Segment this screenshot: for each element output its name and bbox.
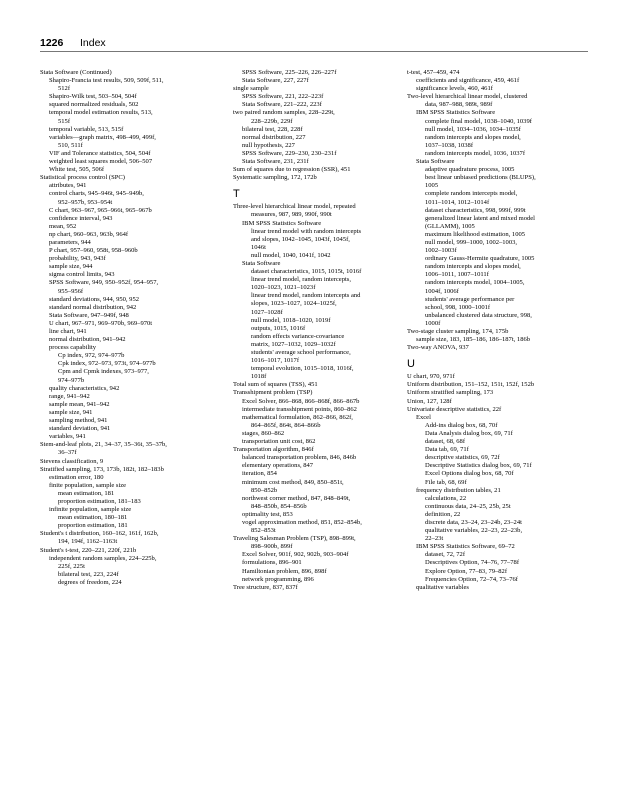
index-subentry: 952–957b, 953–954t [58,198,113,206]
index-subentry: 510, 511f [58,141,83,149]
index-subentry: random intercepts model, 1004–1005, [425,279,525,287]
index-subentry: Cpm and Cpmk indexes, 973–977, [58,368,149,376]
index-subentry: linear trend model, random intercepts, [251,276,351,284]
index-subentry: unbalanced clustered data structure, 998, [425,311,532,319]
index-subentry: random intercepts model, 1036, 1037f [425,149,525,157]
index-subentry: linear trend model with random intercepts [251,227,361,235]
index-subentry: generalized linear latent and mixed model [425,214,535,222]
index-subentry: adaptive quadrature process, 1005 [425,166,515,174]
index-subentry: ordinary Gauss-Hermite quadrature, 1005 [425,255,535,263]
index-subentry: 512f [58,85,71,93]
index-subentry: 1046t [251,243,266,251]
index-entry: Uniform distribution, 151–152, 151t, 152f, 152b [407,381,535,389]
index-subentry: maximum likelihood estimation, 1005 [425,230,526,238]
index-subentry: students' average performance per [425,295,515,303]
index-subentry: null model, 999–1000, 1002–1003, [425,238,518,246]
index-subentry: null hypothesis, 227 [242,141,295,149]
index-subentry: P chart, 957–960, 958t, 958–960b [49,247,138,255]
index-subentry: elementary operations, 847 [242,462,314,470]
index-subentry: Stata Software, 227, 227f [242,77,309,85]
index-subentry: standard deviation, 941 [49,425,111,433]
index-entry: t-test, 457–459, 474 [407,69,460,76]
index-subentry: Excel Solver, 866–868, 866–868f, 866–867b [242,397,360,405]
index-subentry: school, 998, 1000–1001f [425,303,491,311]
index-subentry: coefficients and significance, 459, 461f [416,77,520,85]
index-subentry: dataset, 72, 72f [425,551,465,559]
index-subentry: IBM SPSS Statistics Software [242,219,322,227]
index-subentry: significance levels, 460, 461f [416,85,493,93]
index-subentry: Excel Solver, 901f, 902, 902b, 903–904f [242,551,349,559]
index-subentry: Shapiro-Wilk test, 503–504, 504f [49,93,137,101]
index-entry: Student's t distribution, 160–162, 161f, 162b, [40,530,159,538]
index-subentry: weighted least squares model, 506–507 [49,158,153,166]
index-subentry: random intercepts and slopes model, [425,133,521,141]
index-entry: Systematic sampling, 172, 172b [233,174,317,182]
index-subentry: sample mean, 941–942 [49,400,110,408]
index-subentry: data, 987–988, 989t, 989f [425,101,493,109]
index-subentry: mean, 952 [49,222,77,230]
index-subentry: stages, 860–862 [242,429,285,437]
index-subentry: measures, 987, 989, 990f, 990t [251,211,332,219]
index-subentry: temporal evolution, 1015–1018, 1016f, [251,365,354,373]
index-subentry: quality characteristics, 942 [49,384,120,392]
index-subentry: 22–23t [425,535,444,543]
index-subentry: Excel Options dialog box, 68, 70f [425,470,514,478]
index-subentry: sigma control limits, 943 [49,271,115,279]
index-column-2 [233,69,409,592]
index-subentry: 974–977b [58,376,85,384]
index-subentry: descriptive statistics, 69, 72f [425,454,500,462]
index-subentry: random effects variance-covariance [251,332,345,340]
index-subentry: mathematical formulation, 862–866, 862f, [242,413,353,421]
index-entry: Sum of squares due to regression (SSR), 451 [233,166,351,174]
index-entry: Tree structure, 837, 837f [233,583,298,591]
index-subentry: definition, 22 [425,510,461,518]
index-subentry: 852–853t [251,527,276,535]
index-subentry: process capability [49,344,97,352]
index-entry: Statistical process control (SPC) [40,174,125,182]
index-subentry: IBM SPSS Statistics Software, 69–72 [416,543,515,551]
index-subentry: parameters, 944 [49,238,91,246]
index-entry: Stem-and-leaf plots, 21, 34–37, 35–36t, 35–37b, [40,441,167,449]
index-subentry: SPSS Software, 221, 222–223f [242,93,324,101]
section-letter: U [407,358,415,371]
index-subentry: optimality test, 853 [242,510,293,518]
index-subentry: 1011–1014, 1012–1014f [425,198,490,206]
index-subentry: range, 941–942 [49,392,90,400]
index-subentry: transportation unit cost, 862 [242,438,316,446]
index-subentry: Hamiltonian problem, 896, 898f [242,567,327,575]
index-subentry: 515f [58,117,71,125]
index-subentry: bilateral test, 228, 228f [242,125,303,133]
index-subentry: (GLLAMM), 1005 [425,222,475,230]
index-subentry: Frequencies Option, 72–74, 73–76f [425,575,518,583]
index-subentry: null model, 1018–1020, 1019f [251,316,331,324]
index-subentry: attributes, 941 [49,182,87,190]
index-subentry: bilateral test, 223, 224f [58,570,119,578]
index-subentry: intermediate transshipment points, 860–862 [242,405,357,413]
index-subentry: VIF and Tolerance statistics, 504, 504f [49,149,151,157]
index-subentry: SPSS Software, 949, 950–952f, 954–957, [49,279,159,287]
index-subentry: dataset, 68, 68f [425,438,465,446]
index-entry: Traveling Salesman Problem (TSP), 898–899t, [233,535,356,543]
index-subentry: and slopes, 1042–1045, 1043f, 1045f, [251,235,350,243]
index-subentry: 864–865f, 864t, 864–866b [251,421,321,429]
index-subentry: standard normal distribution, 942 [49,303,137,311]
index-subentry: proportion estimation, 181 [58,522,128,530]
index-subentry: qualitative variables [416,583,469,591]
index-subentry: independent random samples, 224–225b, [49,554,157,562]
index-subentry: 1018f [251,373,267,381]
index-subentry: formulations, 896–901 [242,559,302,567]
index-subentry: complete random intercepts model, [425,190,518,198]
index-entry: two paired random samples, 228–229t, [233,109,335,117]
index-subentry: complete final model, 1038–1040, 1039f [425,117,532,125]
index-entry: Transshipment problem (TSP) [233,389,313,397]
index-subentry: Stata Software, 231, 231f [242,158,309,166]
index-subentry: students' average school performance, [251,349,351,356]
index-subentry: variables, 941 [49,433,86,441]
index-entry: Three-level hierarchical linear model, repeated [233,203,356,211]
index-entry: U chart, 970, 971f [407,373,455,381]
index-subentry: sample size, 183, 185–186, 186–187t, 186b [416,336,531,344]
index-subentry: random intercepts and slopes model, [425,263,521,271]
index-subentry: balanced transportation problem, 846, 846b [242,454,357,462]
page-header [40,37,106,49]
index-subentry: infinite population, sample size [49,506,132,514]
index-subentry: line chart, 941 [49,328,87,335]
index-subentry: np chart, 960–963, 963b, 964f [49,230,129,238]
index-subentry: dataset characteristics, 998, 999f, 999t [425,206,526,214]
index-subentry: 1004f, 1006f [425,287,459,295]
index-subentry: 1005 [425,182,439,190]
index-subentry: northwest corner method, 847, 848–849t, [242,494,351,502]
index-subentry: linear trend model, random intercepts and [251,292,361,300]
page-number: 1226 [40,37,64,49]
index-subentry: continuous data, 24–25, 25b, 25t [425,502,511,510]
index-subentry: Excel [416,413,431,421]
index-subentry: IBM SPSS Statistics Software [416,109,496,117]
index-subentry: probability, 943, 943f [49,255,106,263]
index-subentry: slopes, 1023–1027, 1024–1025f, [251,300,337,308]
index-subentry: 225f, 225t [58,562,85,570]
index-subentry: Stata Software [416,158,455,166]
index-subentry: 1027–1028f [251,308,283,316]
index-subentry: White test, 505, 506f [49,166,105,174]
index-entry: Stratified sampling, 173, 173b, 182t, 182–183b [40,465,164,473]
index-subentry: SPSS Software, 225–226, 226–227f [242,69,337,76]
index-subentry: Data Analysis dialog box, 69, 71f [425,429,513,437]
index-subentry: 1006–1011, 1007–1011f [425,271,489,279]
index-subentry: 1020–1023, 1021–1023f [251,284,316,292]
index-subentry: sampling method, 941 [49,417,108,425]
index-subentry: 1000f [425,319,441,327]
index-entry: Two-stage cluster sampling, 174, 175b [407,328,509,335]
index-subentry: Shapiro-Francia test results, 509, 509f, 511, [49,77,164,85]
index-subentry: null model, 1034–1036, 1034–1035f [425,125,521,133]
page-title: Index [79,37,106,49]
index-subentry: Explore Option, 77–83, 79–82f [425,567,508,575]
index-subentry: Stata Software, 947–949f, 948 [49,311,129,319]
index-subentry: Data tab, 69, 71f [425,446,469,454]
index-subentry: finite population, sample size [49,481,127,489]
index-subentry: 848–850b, 854–856b [251,502,307,510]
index-subentry: U chart, 967–971, 969–970b, 969–970t [49,319,153,327]
index-subentry: proportion estimation, 181–183 [58,497,141,505]
index-entry: single sample [233,85,269,93]
index-subentry: 1002–1003f [425,247,457,255]
header-rule [40,51,588,52]
index-subentry: Descriptive Statistics dialog box, 69, 71f [425,462,532,470]
index-subentry: network programming, 896 [242,575,314,583]
index-subentry: outputs, 1015, 1016f [251,324,306,332]
index-subentry: Cp index, 972, 974–977b [58,352,125,360]
index-subentry: mean estimation, 180–181 [58,514,128,522]
index-subentry: dataset characteristics, 1015, 1015t, 1016f [251,268,362,276]
index-subentry: sample size, 944 [49,263,93,271]
index-subentry: 850–852b [251,486,278,494]
index-subentry: Descriptives Option, 74–76, 77–78f [425,559,520,567]
index-subentry: variables—graph matrix, 498–499, 499f, [49,133,156,141]
index-subentry: temporal variable, 513, 515f [49,125,124,133]
index-subentry: sample size, 941 [49,408,93,416]
index-subentry: standard deviations, 944, 950, 952 [49,295,140,303]
index-subentry: degrees of freedom, 224 [58,578,122,586]
section-letter: T [233,188,240,201]
index-subentry: 36–37f [58,449,77,457]
index-subentry: Cpk index, 972–973, 973t, 974–977b [58,360,156,368]
index-subentry: Stata Software [242,259,281,267]
index-entry: Stevens classification, 9 [40,457,104,465]
index-subentry: best linear unbiased predictions (BLUPS), [425,174,536,182]
index-column-3 [407,69,589,592]
index-subentry: Stata Software, 221–222, 223f [242,101,322,109]
index-entry: Transportation algorithm, 846f [233,446,314,454]
index-entry: Two-way ANOVA, 937 [407,344,469,352]
index-subentry: minimum cost method, 849, 850–851t, [242,478,344,486]
index-subentry: mean estimation, 181 [58,489,115,497]
index-entry: Univariate descriptive statistics, 22f [407,405,502,413]
index-subentry: C chart, 963–967, 965–966t, 965–967b [49,206,152,214]
index-subentry: temporal model estimation results, 513, [49,109,153,117]
index-subentry: frequency distribution tables, 21 [416,486,501,494]
index-subentry: 194, 194f, 1162–1163t [58,538,118,546]
index-entry: Total sum of squares (TSS), 451 [233,381,318,389]
index-subentry: Add-ins dialog box, 68, 70f [425,421,498,429]
index-subentry: control charts, 945–946t, 945–949b, [49,190,144,198]
index-subentry: qualitative variables, 22–23, 22–23b, [425,527,523,535]
index-subentry: calculations, 22 [425,494,467,502]
index-subentry: 1016–1017, 1017f [251,357,300,365]
index-subentry: SPSS Software, 229–230, 230–231f [242,149,337,157]
index-subentry: vogel approximation method, 851, 852–854b, [242,518,362,526]
index-subentry: estimation error, 180 [49,473,104,481]
index-subentry: squared normalized residuals, 502 [49,101,139,109]
index-subentry: null model, 1040, 1041f, 1042 [251,251,331,259]
index-subentry: 1037–1038, 1038f [425,141,474,149]
index-entry: Uniform stratified sampling, 173 [407,389,494,397]
index-subentry: 955–956f [58,287,84,295]
index-subentry: normal distribution, 941–942 [49,336,126,344]
index-entry: Student's t-test, 220–221, 220f, 221b [40,546,137,554]
index-subentry: confidence interval, 943 [49,214,113,222]
index-subentry: matrix, 1027–1032, 1029–1032f [251,340,336,348]
index-subentry: 898–900b, 899f [251,543,293,551]
index-subentry: discrete data, 23–24, 23–24b, 23–24t [425,518,522,526]
index-entry: Union, 127, 128f [407,397,452,405]
index-entry: Two-level hierarchical linear model, clustered [407,93,528,101]
index-entry: Stata Software (Continued) [40,69,112,76]
index-subentry: normal distribution, 227 [242,133,306,141]
index-subentry: iteration, 854 [242,470,277,478]
index-column-1 [40,69,222,587]
index-subentry: 228–229b, 229f [251,117,293,125]
index-subentry: File tab, 68, 69f [425,478,467,486]
